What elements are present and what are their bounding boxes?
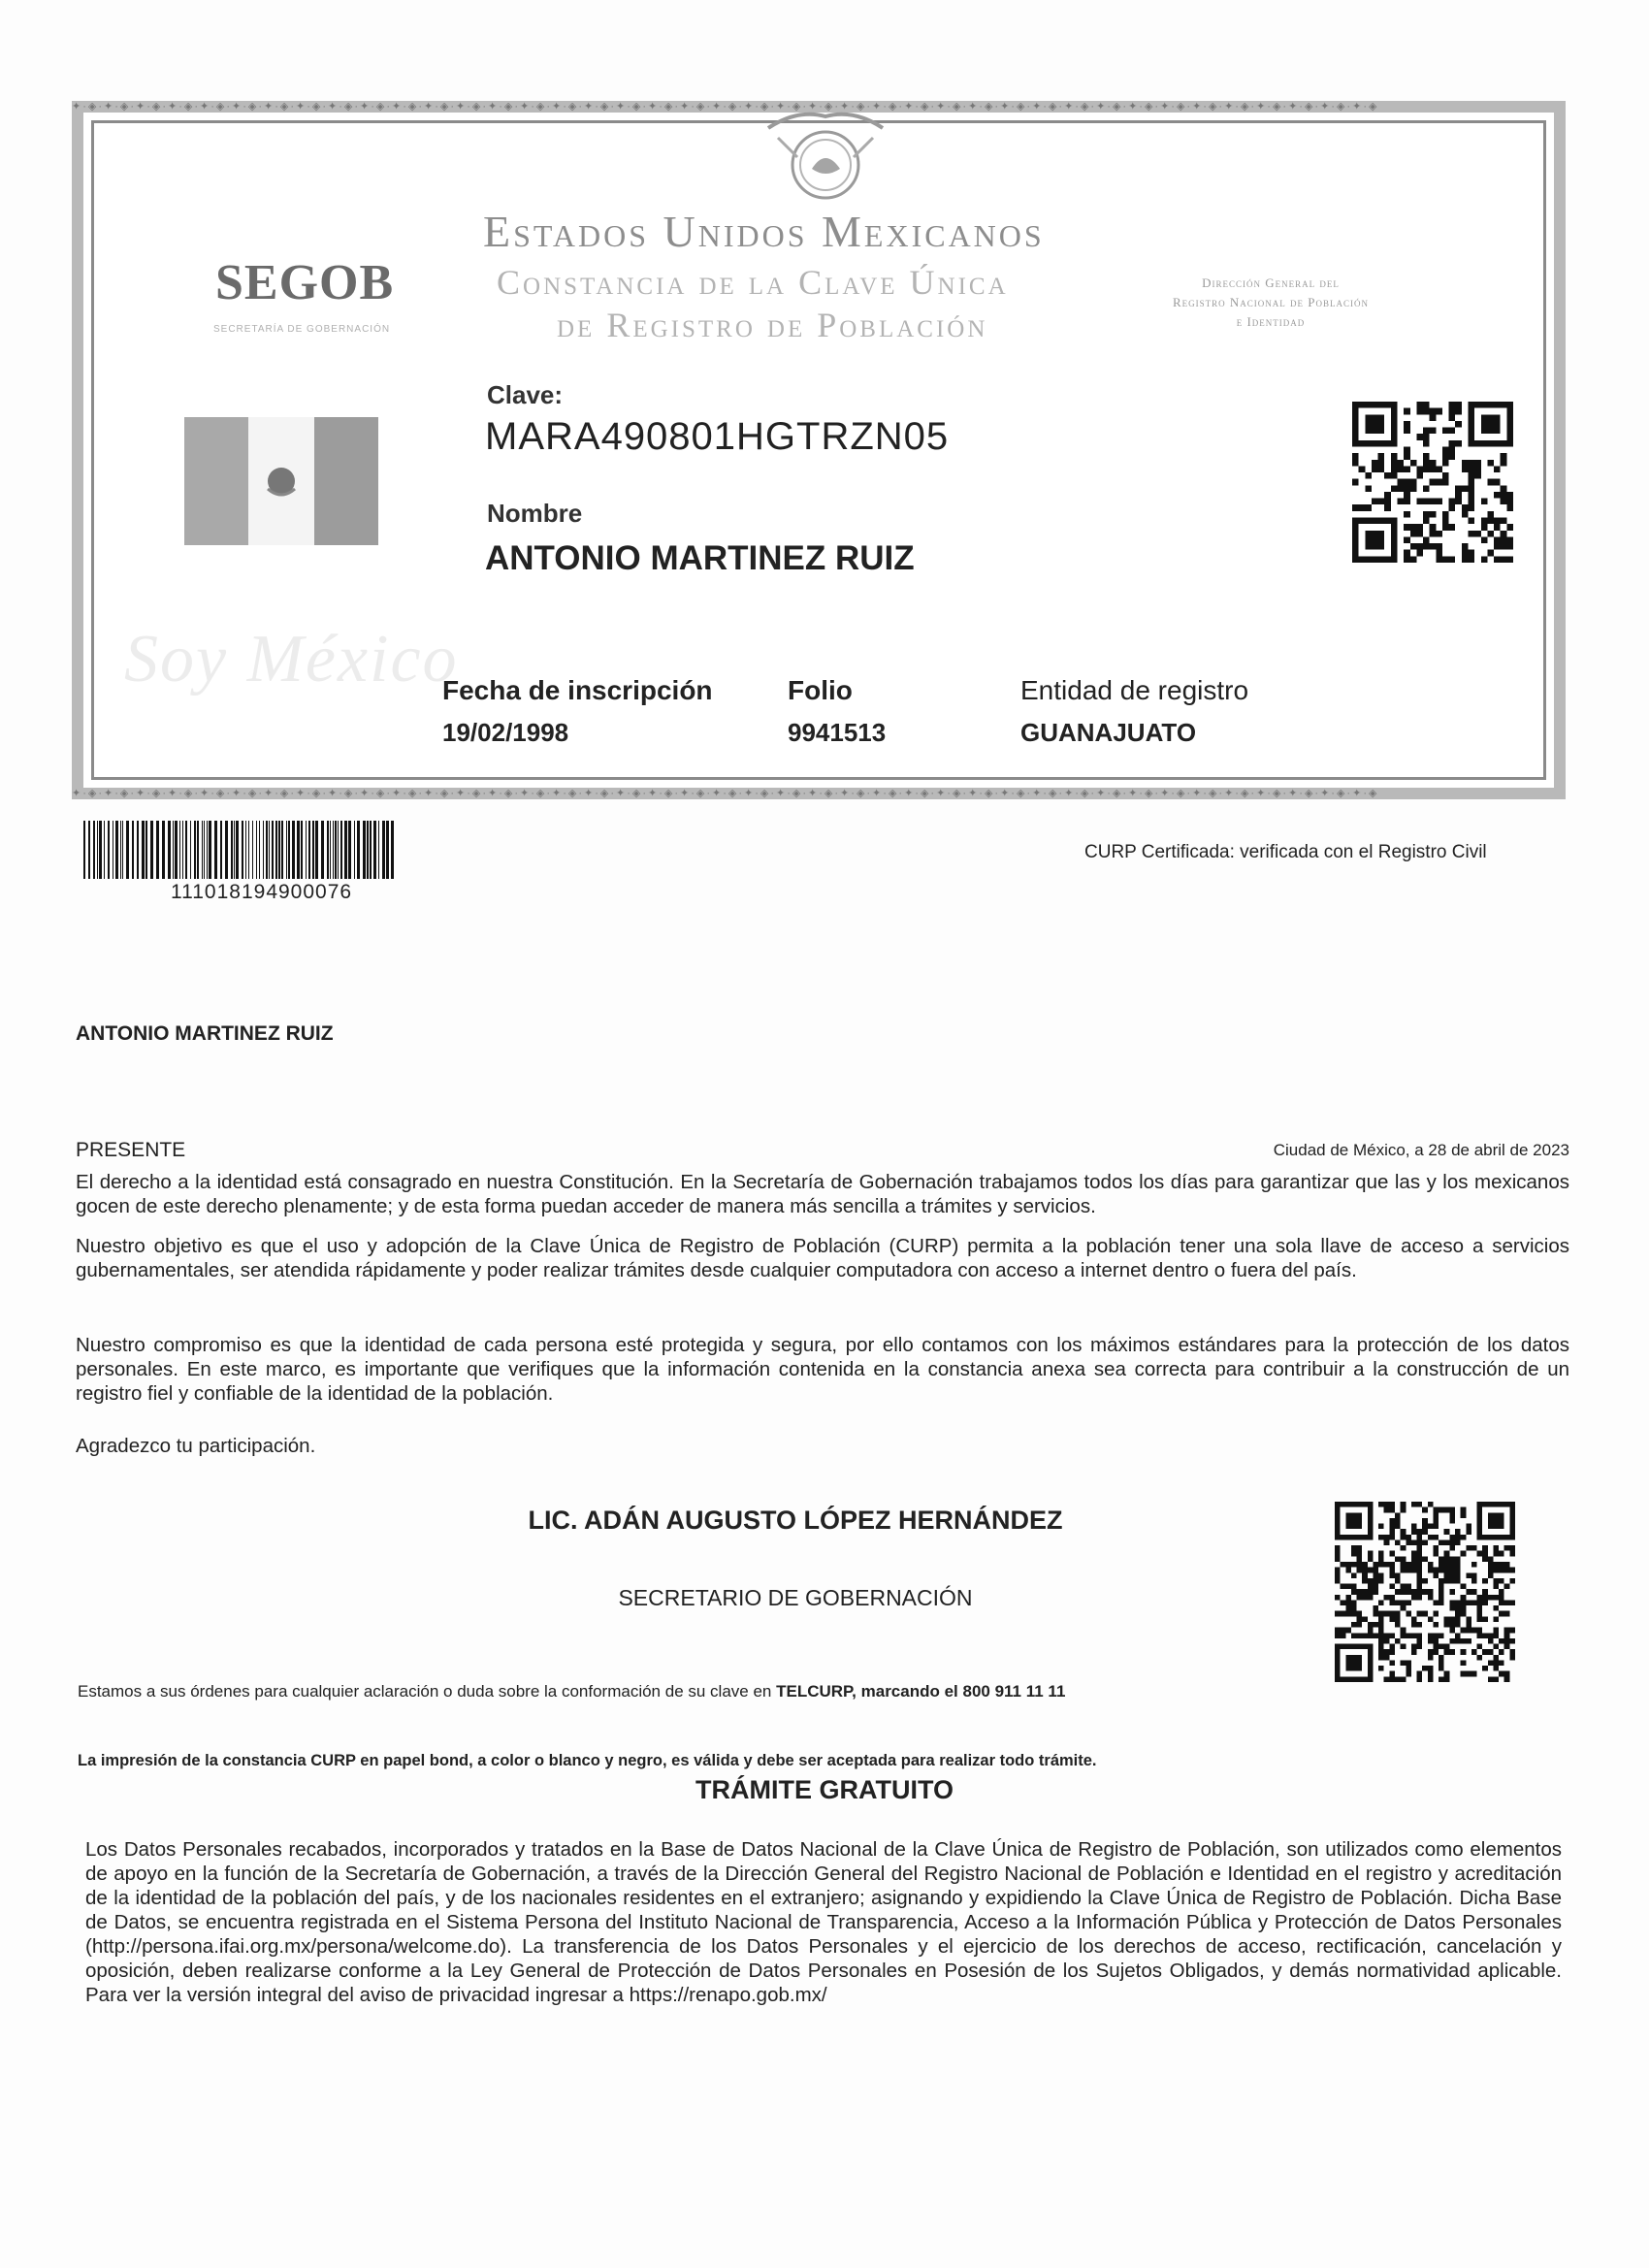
certificate-top-ornament: ✦·◈·✦·◈·✦·◈·✦·◈·✦·◈·✦·◈·✦·◈·✦·◈·✦·◈·✦·◈·✦·◈·✦·◈·✦·◈·✦·◈·✦·◈·✦·◈·✦·◈·✦·◈·✦·◈·✦·◈·✦·◈·✦·◈·✦·◈·✦·◈·✦·◈·✦·◈·✦·◈·✦·◈·✦·◈·✦·◈·✦·◈·✦·◈·✦·◈·✦·◈·✦·◈·✦·◈·✦·◈·✦·◈·✦·◈·✦·◈·✦·◈ [72,101,1379,113]
letter-paragraph-4: Agradezco tu participación. [76,1435,316,1457]
signer-role: SECRETARIO DE GOBERNACIÓN [618,1585,973,1610]
letter-addressee: ANTONIO MARTINEZ RUIZ [76,1022,334,1045]
fecha-inscripcion-label: Fecha de inscripción [442,675,713,705]
tramite-block [0,1775,1649,1805]
certificate-bottom-ornament: ✦·◈·✦·◈·✦·◈·✦·◈·✦·◈·✦·◈·✦·◈·✦·◈·✦·◈·✦·◈·✦·◈·✦·◈·✦·◈·✦·◈·✦·◈·✦·◈·✦·◈·✦·◈·✦·◈·✦·◈·✦·◈·✦·◈·✦·◈·✦·◈·✦·◈·✦·◈·✦·◈·✦·◈·✦·◈·✦·◈·✦·◈·✦·◈·✦·◈·✦·◈·✦·◈·✦·◈·✦·◈·✦·◈·✦·◈·✦·◈·✦·◈ [72,788,1379,799]
signer-name: LIC. ADÁN AUGUSTO LÓPEZ HERNÁNDEZ [528,1506,1063,1535]
nombre-label: Nombre [487,499,583,528]
curp-certified-note: CURP Certificada: verificada con el Registro Civil [1084,842,1487,862]
mexican-coat-of-arms-seal-icon [759,109,892,206]
contact-text: Estamos a sus órdenes para cualquier aclaración o duda sobre la conformación de su clave en [78,1682,777,1701]
folio-value: 9941513 [788,718,887,747]
certificate-title-line2: Constancia de la Clave Única [497,263,1009,302]
mexico-flag-icon [184,417,378,545]
soy-mexico-watermark: Soy México [124,622,459,697]
clave-value: MARA490801HGTRZN05 [485,415,950,458]
privacy-notice: Los Datos Personales recabados, incorporados y tratados en la Base de Datos Nacional de la Clave Única de Registro de Población, son utilizados como elementos de apoyo en la función de la Secretaría de Gobernación, a través de la Dirección General del Registro Nacional de Población e Identidad en el registro y acreditación de la identidad de la población del país, y de los nacionales residentes en el extranjero; asignando y expidiendo la Clave Única de Registro de Población. Dicha Base de Datos, se encuentra registrada en el Sistema Persona del Instituto Nacional de Transparencia, Acceso a la Información Pública y Protección de Datos Personales (http://persona.ifai.org.mx/persona/welcome.do). La transferencia de los Datos Personales y el ejercicio de los derechos de acceso, rectificación, cancelación y oposición, deben realizarse conforme a la Ley General de Protección de Datos Personales en Posesión de los Sujetos Obligados, y demás normatividad aplicable. Para ver la versión integral del aviso de privacidad ingresar a https://renapo.gob.mx/ [85,1838,1562,2006]
qr-code-icon [1335,1502,1515,1682]
barcode-number: 111018194900076 [171,881,353,903]
letter-paragraph-3: Nuestro compromiso es que la identidad de cada persona esté protegida y segura, por ello contamos con los máximos estándares para la protección de los datos personales. En este marco, es importante que verifiques que la información contenida en la constancia anexa sea correcta para contribuir a la construcción de un registro fiel y confiable de la identidad de la población. [76,1334,1569,1405]
barcode-icon [83,821,396,879]
certificate-title-line3: de Registro de Población [557,306,988,344]
letter-paragraph-2: Nuestro objetivo es que el uso y adopción de la Clave Única de Registro de Población (CURP) permita a la población tener una sola llave de acceso a servicios gubernamentales, ser atendida rápidamente y poder realizar trámites desde cualquier computadora con acceso a internet dentro o fuera del país. [76,1235,1569,1281]
impresion-note: La impresión de la constancia CURP en papel bond, a color o blanco y negro, es válida y debe ser aceptada para realizar todo trámite. [78,1752,1097,1769]
tramite-gratuito: TRÁMITE GRATUITO [695,1775,954,1804]
folio-label: Folio [788,675,853,705]
contact-note [78,1682,1065,1701]
clave-label: Clave: [487,380,564,409]
segob-subtitle: SECRETARÍA DE GOBERNACIÓN [213,324,391,335]
certificate-title-line1: Estados Unidos Mexicanos [483,207,1045,256]
entidad-registro-label: Entidad de registro [1020,675,1249,705]
segob-logo: SEGOB [215,255,395,310]
letter-presente: PRESENTE [76,1139,186,1161]
direction-line2: Registro Nacional de Población [1172,295,1370,309]
direction-line1: Dirección General del [1202,275,1340,290]
telcurp-phone: TELCURP, marcando el 800 911 11 11 [776,1682,1066,1701]
qr-code-icon [1352,402,1513,563]
fecha-inscripcion-value: 19/02/1998 [442,718,569,747]
letter-city-date: Ciudad de México, a 28 de abril de 2023 [1273,1141,1569,1159]
entidad-registro-value: GUANAJUATO [1020,718,1197,747]
nombre-value: ANTONIO MARTINEZ RUIZ [485,539,915,577]
direction-line3: e Identidad [1236,314,1306,329]
letter-paragraph-1: El derecho a la identidad está consagrado en nuestra Constitución. En la Secretaría de Gobernación trabajamos todos los días para garantizar que las y los mexicanos gocen de este derecho plenamente; y de esta forma puedan acceder de manera más sencilla a trámites y servicios. [76,1171,1569,1217]
